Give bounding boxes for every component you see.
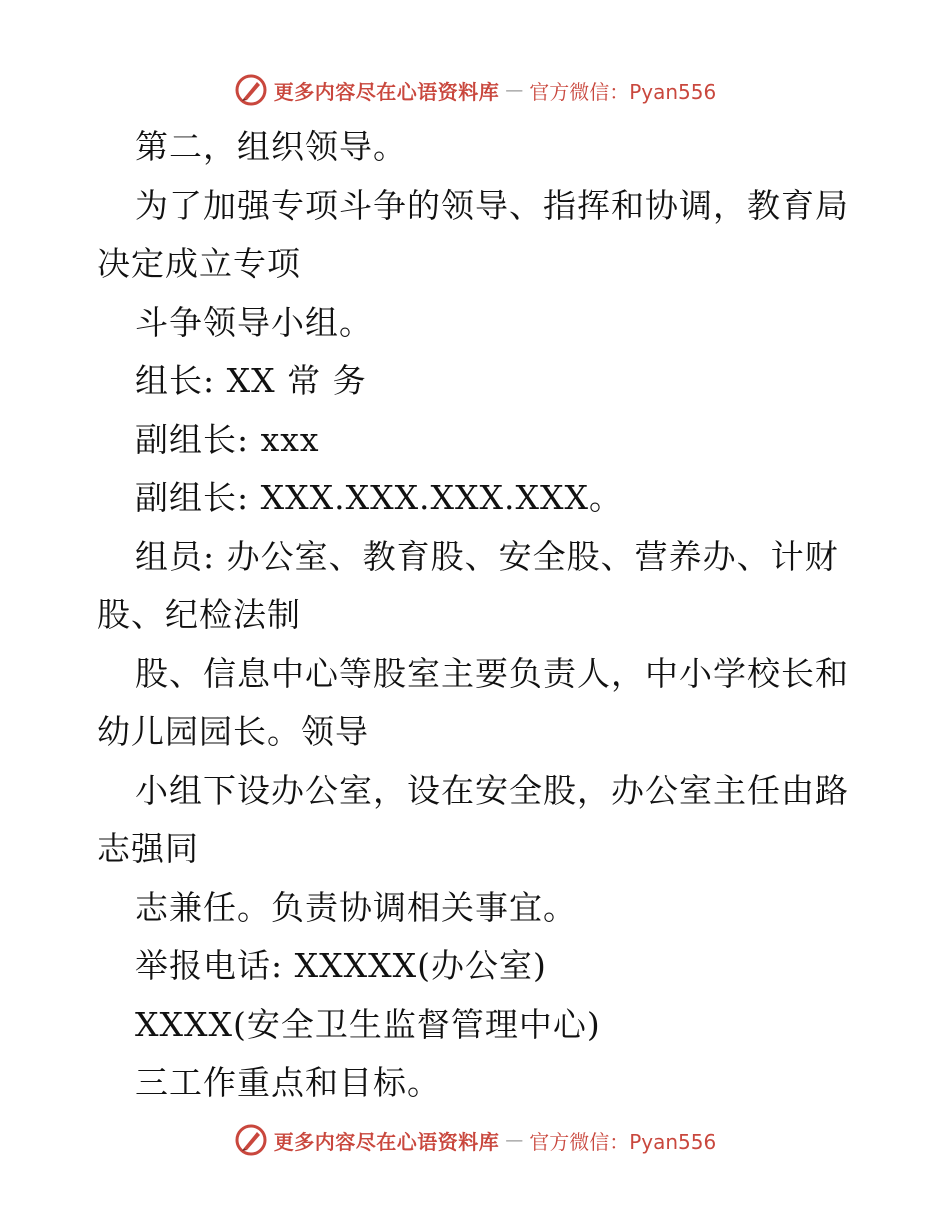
text-line: 志兼任。负责协调相关事宜。 xyxy=(135,887,577,927)
watermark-dash: — xyxy=(505,79,524,101)
text-line: 为了加强专项斗争的领导、指挥和协调，教育局 xyxy=(135,185,849,225)
watermark-text: 更多内容尽在心语资料库 xyxy=(273,79,500,104)
text-line: 副组长: xxx xyxy=(135,419,320,459)
header-watermark xyxy=(0,68,950,112)
text-line: 股、纪检法制 xyxy=(97,595,301,634)
watermark-text: 更多内容尽在心语资料库 xyxy=(273,1129,500,1154)
text-line: 组长: XX 常 务 xyxy=(135,361,367,400)
text-line: 斗争领导小组。 xyxy=(135,302,373,342)
text-line: XXXX(安全卫生监督管理中心) xyxy=(135,1004,601,1044)
pen-logo-icon xyxy=(234,73,268,107)
footer-watermark xyxy=(0,1118,950,1162)
text-line: 幼儿园园长。领导 xyxy=(97,712,369,751)
text-line: 组员: 办公室、教育股、安全股、营养办、计财 xyxy=(135,536,839,576)
text-line: 副组长: XXX.XXX.XXX.XXX。 xyxy=(135,478,623,517)
document-body xyxy=(97,118,857,1113)
pen-logo-icon xyxy=(234,1123,268,1157)
watermark-dash: — xyxy=(505,1129,524,1151)
watermark-wechat: 官方微信：Pyan556 xyxy=(529,1129,717,1154)
watermark-wechat: 官方微信：Pyan556 xyxy=(529,79,717,104)
text-line: 志强同 xyxy=(97,829,199,868)
text-line: 举报电话: XXXXX(办公室) xyxy=(135,946,547,985)
text-line: 第二，组织领导。 xyxy=(135,127,407,166)
text-line: 股、信息中心等股室主要负责人，中小学校长和 xyxy=(135,653,849,693)
text-line: 决定成立专项 xyxy=(97,244,301,283)
text-line: 三工作重点和目标。 xyxy=(135,1063,441,1102)
text-line: 小组下设办公室，设在安全股，办公室主任由路 xyxy=(135,770,849,810)
